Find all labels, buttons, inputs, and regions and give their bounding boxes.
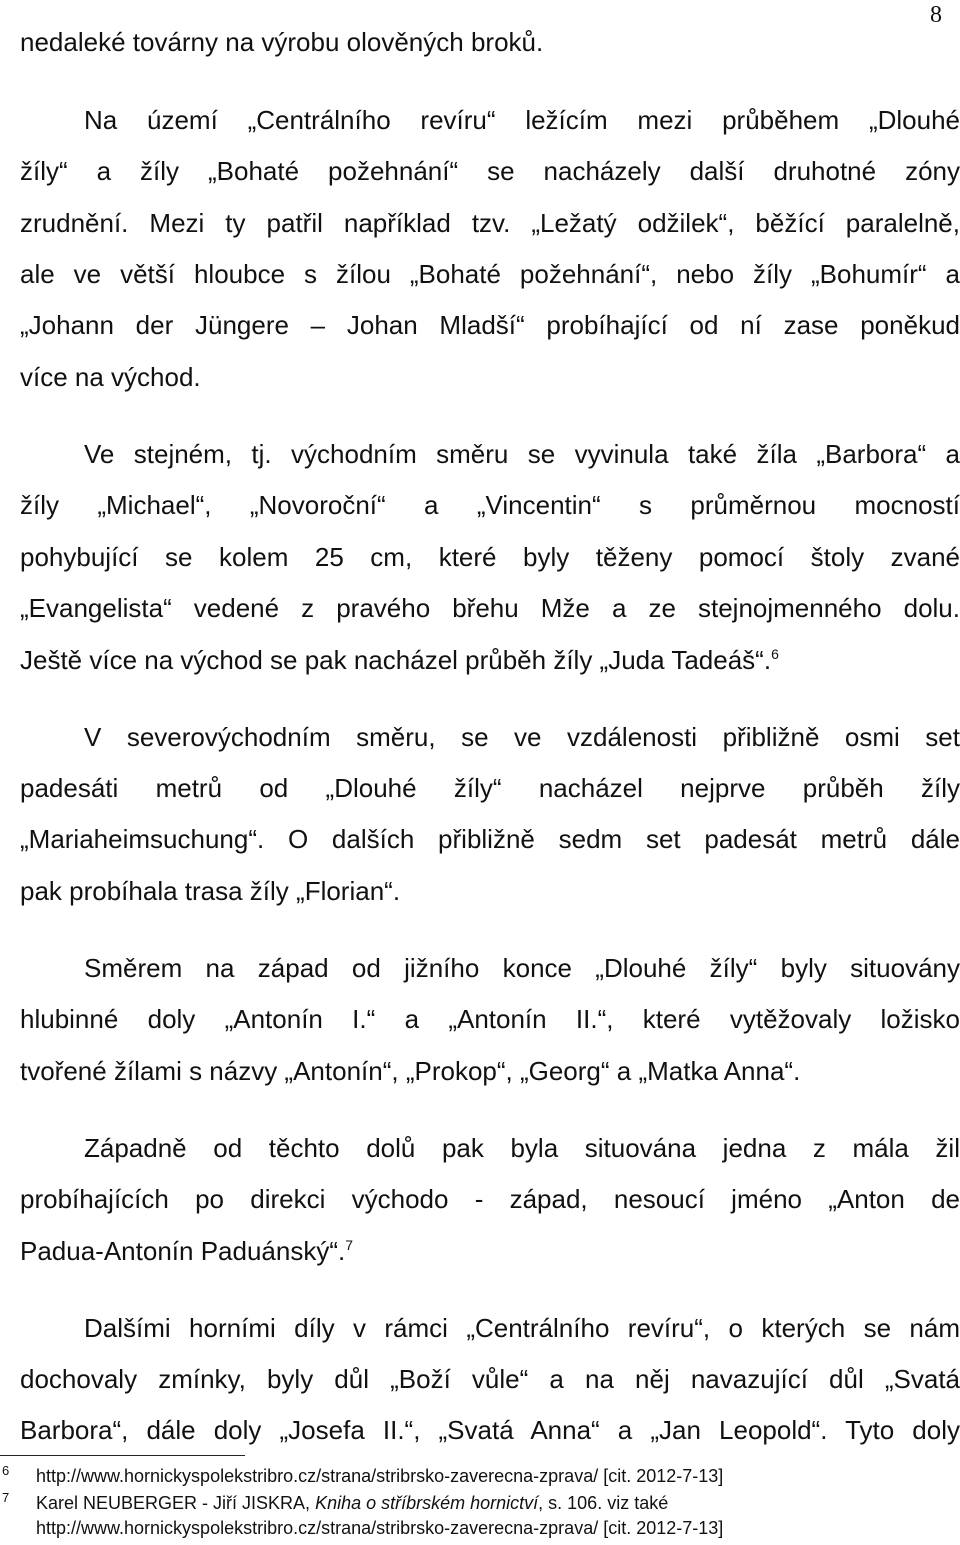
paragraph-line: více na východ. — [20, 362, 201, 392]
paragraph-line: žíly“ a žíly „Bohaté požehnání“ se nacházely další druhotné zóny — [20, 156, 960, 186]
footnote-ref-6[interactable]: 6 — [771, 646, 779, 662]
paragraph-text: Ještě více na východ se pak nacházel průběh žíly „Juda Tadeáš“. — [20, 645, 772, 675]
paragraph-line — [20, 644, 960, 676]
footnote-separator — [0, 1455, 245, 1456]
paragraph-line: hlubinné doly „Antonín I.“ a „Antonín II.“, které vytěžovaly ložisko — [20, 1004, 960, 1034]
paragraph-line: tvořené žílami s názvy „Antonín“, „Prokop“, „Georg“ a „Matka Anna“. — [20, 1056, 801, 1086]
paragraph-line: padesáti metrů od „Dlouhé žíly“ nacházel nejprve průběh žíly — [20, 773, 960, 803]
paragraph-text: Padua-Antonín Paduánský“. — [20, 1236, 346, 1266]
paragraph-line: Na území „Centrálního revíru“ ležícím mezi průběhem „Dlouhé — [84, 105, 960, 135]
footnote-number: 7 — [2, 1490, 10, 1505]
paragraph-line: Dalšími horními díly v rámci „Centrálního revíru“, o kterých se nám — [84, 1313, 960, 1343]
paragraph-line: „Evangelista“ vedené z pravého břehu Mže a ze stejnojmenného dolu. — [20, 593, 960, 623]
paragraph-line: žíly „Michael“, „Novoroční“ a „Vincentin“ s průměrnou mocností — [20, 490, 960, 520]
paragraph-line: Západně od těchto dolů pak byla situována jedna z mála žil — [84, 1133, 960, 1163]
footnote-ref-7[interactable]: 7 — [345, 1237, 354, 1253]
footnote-number: 6 — [2, 1463, 10, 1478]
paragraph-line: „Johann der Jüngere – Johan Mladší“ probíhající od ní zase poněkud — [20, 310, 960, 340]
paragraph-line: V severovýchodním směru, se ve vzdálenosti přibližně osmi set — [84, 722, 960, 752]
paragraph-line: zrudnění. Mezi ty patřil například tzv. „Ležatý odžilek“, běžící paralelně, — [20, 208, 960, 238]
paragraph-line: pak probíhala trasa žíly „Florian“. — [20, 876, 401, 906]
paragraph-line: pohybující se kolem 25 cm, které byly těženy pomocí štoly zvané — [20, 542, 960, 572]
footnote-rest: , s. 106. viz také — [538, 1493, 669, 1513]
paragraph-line — [20, 1235, 960, 1267]
paragraph-line: Barbora“, dále doly „Josefa II.“, „Svatá Anna“ a „Jan Leopold“. Tyto doly — [20, 1415, 960, 1445]
paragraph-line: probíhajících po direkci východo - západ, nesoucí jméno „Anton de — [20, 1184, 960, 1214]
footnote-7-url[interactable]: http://www.hornickyspolekstribro.cz/strana/stribrsko-zaverecna-zprava/ [cit. 2012-7-13] — [36, 1518, 724, 1538]
footnote-7 — [36, 1492, 668, 1514]
paragraph-line: „Mariaheimsuchung“. O dalších přibližně sedm set padesát metrů dále — [20, 824, 960, 854]
page-number: 8 — [930, 2, 942, 28]
paragraph-line: Ve stejném, tj. východním směru se vyvinula také žíla „Barbora“ a — [84, 439, 960, 469]
footnote-book-title: Kniha o stříbrském hornictví — [315, 1493, 539, 1513]
paragraph-line: nedaleké továrny na výrobu olověných broků. — [20, 27, 544, 57]
paragraph-line: dochovaly zmínky, byly důl „Boží vůle“ a na něj navazující důl „Svatá — [20, 1364, 960, 1394]
paragraph-line: Směrem na západ od jižního konce „Dlouhé žíly“ byly situovány — [84, 953, 960, 983]
paragraph-line: ale ve větší hloubce s žílou „Bohaté požehnání“, nebo žíly „Bohumír“ a — [20, 259, 960, 289]
footnote-author: Karel NEUBERGER - Jiří JISKRA, — [36, 1493, 316, 1513]
footnote-6: http://www.hornickyspolekstribro.cz/strana/stribrsko-zaverecna-zprava/ [cit. 2012-7-13] — [36, 1466, 724, 1486]
